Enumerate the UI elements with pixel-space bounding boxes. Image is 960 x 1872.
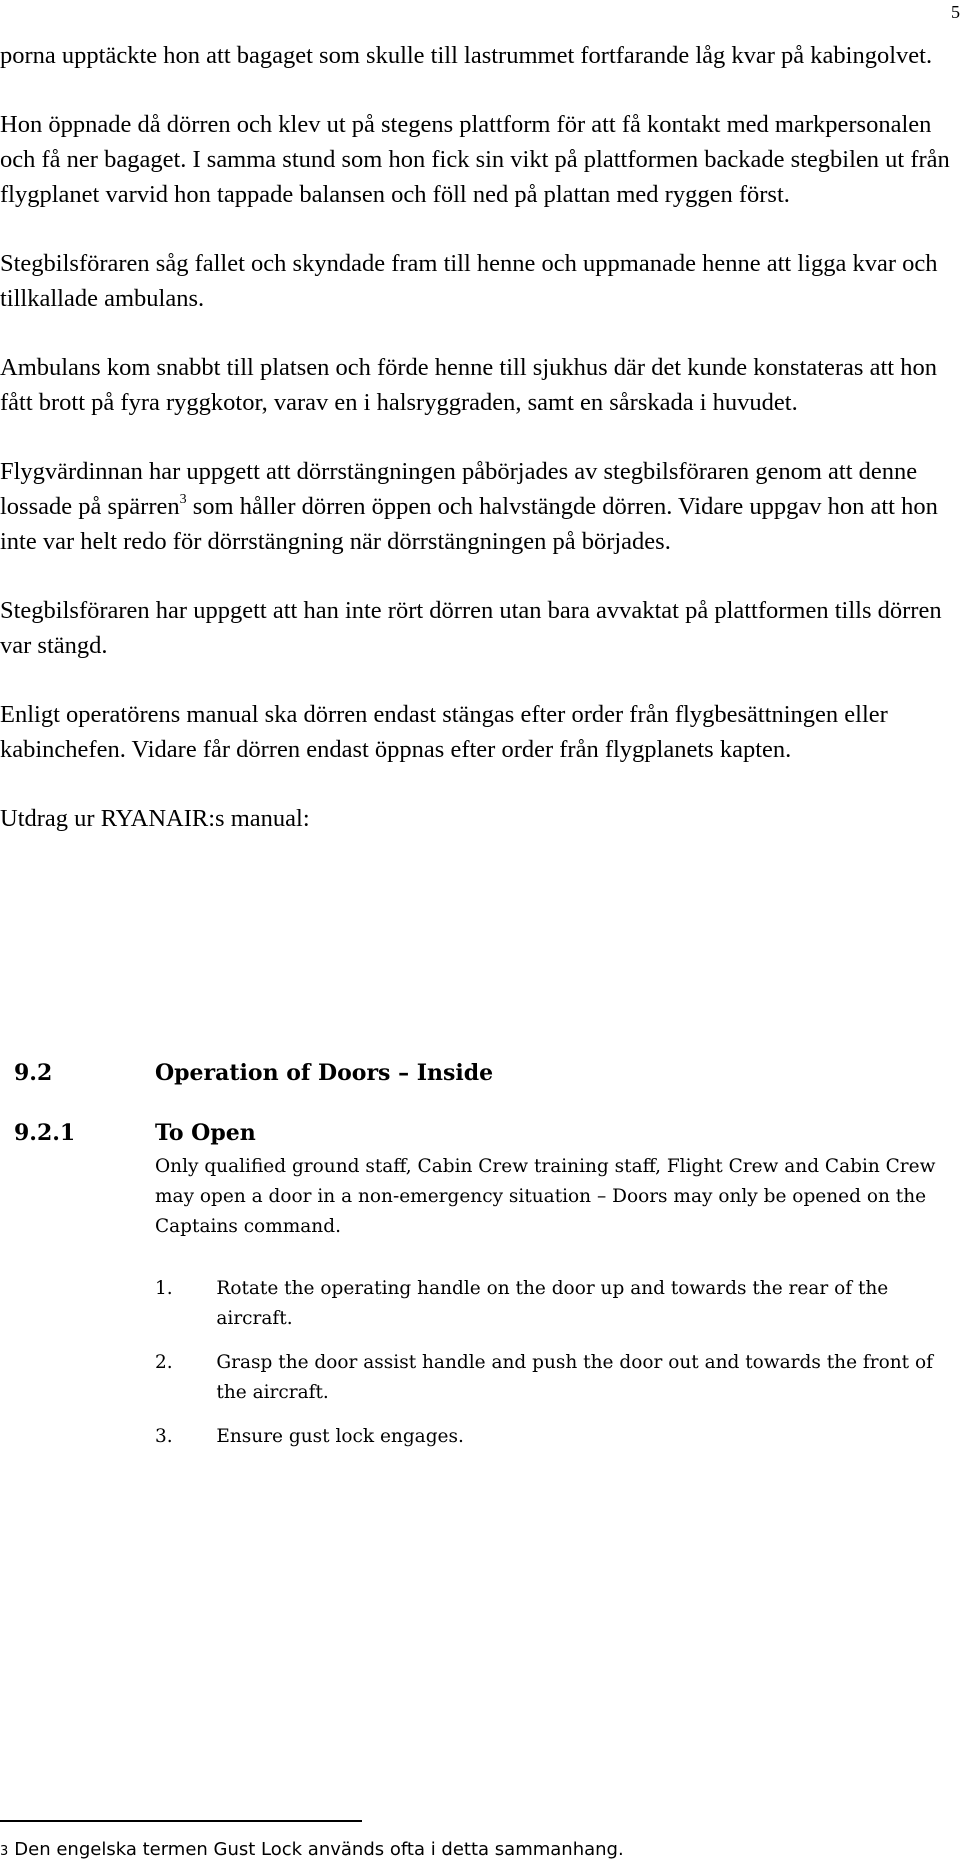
- paragraph: Stegbilsföraren såg fallet och skyndade fram till henne och uppmanade henne att ligga kvar och tillkallade ambulans.: [0, 250, 938, 312]
- footnote-mark: 3: [0, 1844, 9, 1859]
- section-number: 9.2: [14, 1060, 53, 1086]
- paragraph: Enligt operatörens manual ska dörren endast stängas efter order från flygbesättningen eller kabinchefen. Vidare får dörren endast öppnas efter order från flygplanets kapten.: [0, 701, 888, 763]
- footnote-text: Den engelska termen Gust Lock används ofta i detta sammanhang.: [14, 1839, 624, 1860]
- step-number: 3.: [155, 1426, 173, 1447]
- footnote-separator: [0, 1820, 362, 1822]
- step-text: Ensure gust lock engages.: [216, 1426, 464, 1447]
- step-list: [14, 1274, 954, 1452]
- subsection-title: To Open: [155, 1120, 256, 1146]
- list-item: [14, 1348, 954, 1408]
- section-heading: [14, 1060, 954, 1120]
- footnote-reference[interactable]: 3: [179, 491, 187, 507]
- step-number: 1.: [155, 1278, 173, 1299]
- body-text: [0, 38, 950, 870]
- manual-excerpt: [14, 1060, 954, 1466]
- subsection-heading: [14, 1120, 954, 1152]
- subsection-number: 9.2.1: [14, 1120, 76, 1146]
- list-item: [14, 1274, 954, 1334]
- paragraph: porna upptäckte hon att bagaget som skulle till lastrummet fortfarande låg kvar på kabingolvet.: [0, 42, 933, 69]
- step-number: 2.: [155, 1352, 173, 1373]
- step-text: Grasp the door assist handle and push the door out and towards the front of the aircraft.: [216, 1352, 933, 1403]
- paragraph-with-footnote-ref: [0, 454, 950, 559]
- paragraph-text: som håller dörren öppen och halvstängde dörren. Vidare uppgav hon att hon inte var helt redo för dörrstängning när dörrstängningen på börjades.: [0, 493, 938, 555]
- section-title: Operation of Doors – Inside: [155, 1060, 494, 1086]
- paragraph: Hon öppnade då dörren och klev ut på stegens plattform för att få kontakt med markpersonalen och få ner bagaget. I samma stund som hon fick sin vikt på plattformen backade stegbilen ut från flygplanet varvid hon tappade balansen och föll ned på plattan med ryggen först.: [0, 111, 950, 208]
- list-item: [14, 1422, 954, 1452]
- paragraph: Utdrag ur RYANAIR:s manual:: [0, 805, 310, 832]
- step-text: Rotate the operating handle on the door up and towards the rear of the aircraft.: [216, 1278, 889, 1329]
- paragraph-text: Flygvärdinnan har uppgett att dörrstängningen påbörjades av stegbilsföraren genom att denne lossade på spärren: [0, 458, 918, 520]
- paragraph: Stegbilsföraren har uppgett att han inte rört dörren utan bara avvaktat på plattformen tills dörren var stängd.: [0, 597, 942, 659]
- footnote: [0, 1838, 624, 1864]
- manual-intro: Only qualified ground staff, Cabin Crew training staff, Flight Crew and Cabin Crew may open a door in a non-emergency situation – Doors may only be opened on the Captains command.: [155, 1156, 936, 1237]
- paragraph: Ambulans kom snabbt till platsen och förde henne till sjukhus där det kunde konstateras att hon fått brott på fyra ryggkotor, varav en i halsryggraden, samt en sårskada i huvudet.: [0, 354, 937, 416]
- page-number: 5: [951, 2, 960, 22]
